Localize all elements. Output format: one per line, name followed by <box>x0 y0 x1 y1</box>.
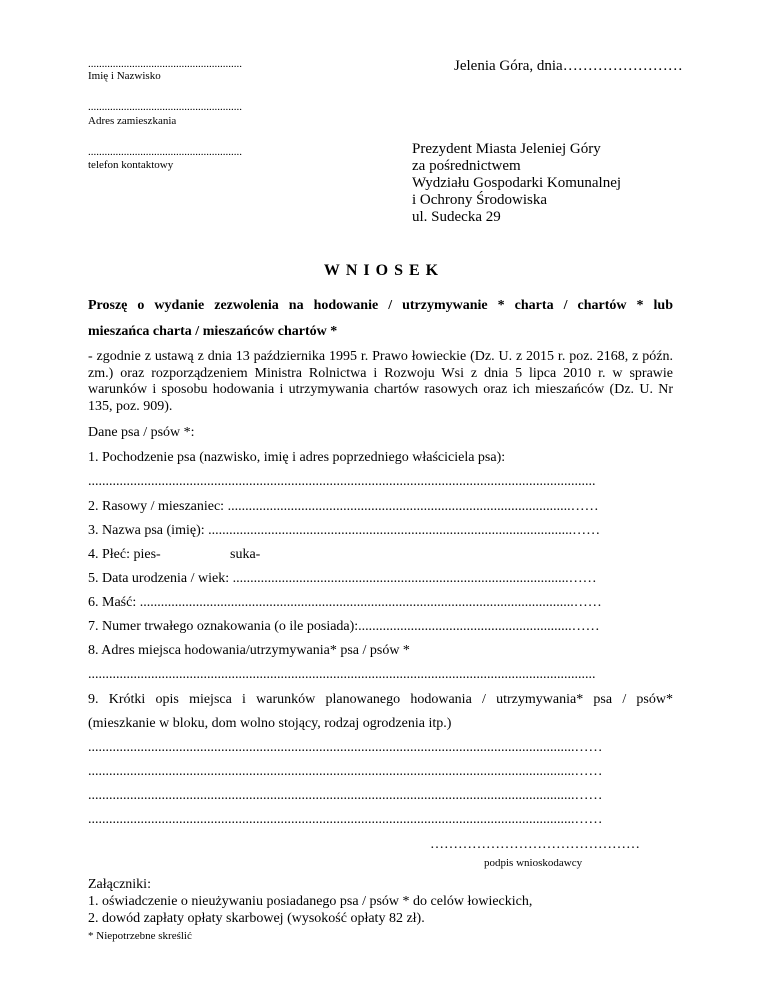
request-line1: Proszę o wydanie zezwolenia na hodowanie / utrzymywanie * charta / chartów * lub <box>88 298 673 313</box>
attachment-item-2: 2. dowód zapłaty opłaty skarbowej (wysokość opłaty 82 zł). <box>88 911 425 926</box>
page-title: WNIOSEK <box>323 262 445 279</box>
recipient-line2: za pośrednictwem <box>412 158 521 174</box>
signature-line[interactable]: ……………………………………… <box>430 837 640 852</box>
field-sex-male[interactable]: 4. Płeć: pies- <box>88 547 161 562</box>
place-date: Jelenia Góra, dnia…………………… <box>454 58 683 74</box>
recipient-line1: Prezydent Miasta Jeleniej Góry <box>412 141 601 157</box>
field-conditions-line-4[interactable]: ...........................................................................................................................................…… <box>88 812 603 827</box>
field-dog-name[interactable]: 3. Nazwa psa (imię): ........................................................................................................…… <box>88 523 601 538</box>
legal-basis: - zgodnie z ustawą z dnia 13 października 1995 r. Prawo łowieckie (Dz. U. z 2015 r. poz. 2168, z późn. zm.) oraz rozporządzeniem Ministra Rolnictwa i Rozwoju Wsi z dnia 5 lipca 2010 r. w sprawie warunków i sposobu hodowania i utrzymywania chartów rasowych oraz ich mieszańców (Dz. U. Nr 135, poz. 909). <box>88 349 673 414</box>
signature-label: podpis wnioskodawcy <box>484 857 583 869</box>
recipient-line3: Wydziału Gospodarki Komunalnej <box>412 175 622 191</box>
phone-label: telefon kontaktowy <box>88 159 174 171</box>
recipient-line4: i Ochrony Środowiska <box>412 192 547 208</box>
field-birth-date[interactable]: 5. Data urodzenia / wiek: ................................................................................................…… <box>88 571 597 586</box>
phone-dotted-line: ........................................................ <box>88 146 242 158</box>
field-sex-female[interactable]: suka- <box>230 547 261 562</box>
field-breed[interactable]: 2. Rasowy / mieszaniec: ..................................................................................................…… <box>88 499 599 514</box>
recipient-line5: ul. Sudecka 29 <box>412 209 501 225</box>
recipient-block <box>412 141 621 226</box>
field-origin: 1. Pochodzenie psa (nazwisko, imię i adres poprzedniego właściciela psa): <box>88 450 506 465</box>
field-conditions-hint: (mieszkanie w bloku, dom wolno stojący, rodzaj ogrodzenia itp.) <box>88 716 452 731</box>
field-conditions-line-3[interactable]: ...........................................................................................................................................…… <box>88 788 603 803</box>
field-conditions-line-1[interactable]: ...........................................................................................................................................…… <box>88 740 603 755</box>
attachments-heading: Załączniki: <box>88 877 151 892</box>
field-coat-color[interactable]: 6. Maść: ............................................................................................................................…… <box>88 595 602 610</box>
name-dotted-line: ........................................................ <box>88 58 242 70</box>
attachment-item-1: 1. oświadczenie o nieużywaniu posiadanego psa / psów * do celów łowieckich, <box>88 894 533 909</box>
name-label: Imię i Nazwisko <box>88 70 161 82</box>
field-origin-line[interactable]: ................................................................................................................................................. <box>88 474 596 489</box>
field-conditions-line-2[interactable]: ...........................................................................................................................................…… <box>88 764 603 779</box>
footnote: * Niepotrzebne skreślić <box>88 930 192 942</box>
address-label: Adres zamieszkania <box>88 115 177 127</box>
field-keeping-address-line[interactable]: ................................................................................................................................................. <box>88 667 596 682</box>
field-conditions: 9. Krótki opis miejsca i warunków planowanego hodowania / utrzymywania* psa / psów* <box>88 692 673 707</box>
field-marking-number[interactable]: 7. Numer trwałego oznakowania (o ile posiada):.............................................................…… <box>88 619 600 634</box>
address-dotted-line: ........................................................ <box>88 101 242 113</box>
field-keeping-address: 8. Adres miejsca hodowania/utrzymywania* psa / psów * <box>88 643 410 658</box>
dog-data-heading: Dane psa / psów *: <box>88 425 195 440</box>
request-line2: mieszańca charta / mieszańców chartów * <box>88 324 338 339</box>
